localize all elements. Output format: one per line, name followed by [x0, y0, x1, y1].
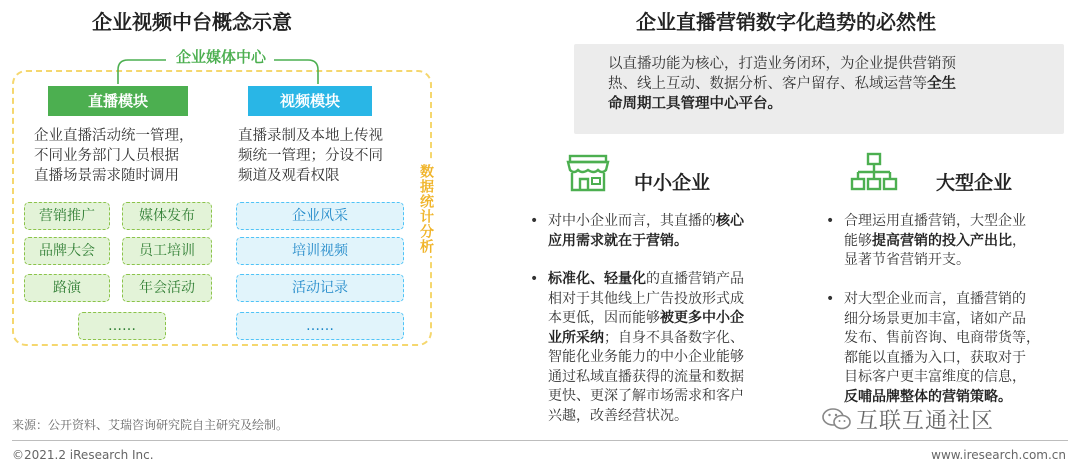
video-module-description: 直播录制及本地上传视 频统一管理；分设不同 频道及观看权限	[238, 128, 383, 184]
video-module-header: 视频模块	[248, 86, 372, 116]
live-tag: 品牌大会	[24, 237, 110, 265]
org-chart-icon	[850, 152, 898, 192]
live-tag: 员工培训	[122, 237, 212, 265]
live-tag: ……	[78, 312, 166, 340]
data-analytics-label: 数据统计分析	[418, 164, 434, 254]
copyright: ©2021.2 iResearch Inc.	[12, 448, 154, 462]
video-tag: 活动记录	[236, 274, 404, 302]
live-tag: 媒体发布	[122, 202, 212, 230]
live-tag: 路演	[24, 274, 110, 302]
source-note: 来源：公开资料、艾瑞咨询研究院自主研究及绘制。	[12, 418, 289, 432]
footer-divider	[12, 440, 1068, 441]
live-module-header: 直播模块	[48, 86, 188, 116]
large-bullet: • 对大型企业而言，直播营销的 细分场景更加丰富，诸如产品 发布、售前咨询、电商带货等， 都能以直播为入口，获取对于 目标客户更丰富维度的信息， 反哺品牌整体的营销策略。	[826, 291, 1040, 405]
media-center-label: 企业媒体中心	[172, 46, 270, 67]
live-tag: 营销推广	[24, 202, 110, 230]
video-tag: ……	[236, 312, 404, 340]
live-tag: 年会活动	[122, 274, 212, 302]
live-module-description: 企业直播活动统一管理， 不同业务部门人员根据 直播场景需求随时调用	[34, 128, 194, 184]
watermark: 互联互通社区	[818, 404, 998, 434]
video-tag: 培训视频	[236, 237, 404, 265]
sme-bullet: • 标准化、轻量化的直播营销产品 相对于其他线上广告投放形式成 本更低，因而能够被更多中小企 业所采纳；自身不具备数字化、 智能化业务能力的中小企业能够 通过私域直播获得的流量和数据 更快、更深了解市场需求和客户 兴趣，改善经营状况。	[530, 271, 744, 424]
shop-icon	[566, 152, 610, 192]
intro-box: 以直播功能为核心，打造业务闭环，为企业提供营销预 热、线上互动、数据分析、客户留存、私域运营等全生 命周期工具管理中心平台。	[574, 44, 1064, 134]
left-title: 企业视频中台概念示意	[92, 10, 292, 34]
right-title: 企业直播营销数字化趋势的必然性	[636, 10, 936, 34]
video-tag: 企业风采	[236, 202, 404, 230]
large-bullet: • 合理运用直播营销，大型企业 能够提高营销的投入产出比， 显著节省营销开支。	[826, 213, 1026, 268]
wechat-icon	[822, 407, 852, 431]
sme-bullet: • 对中小企业而言，其直播的核心 应用需求就在于营销。	[530, 213, 744, 249]
large-enterprise-heading: 大型企业	[936, 172, 1013, 194]
sme-heading: 中小企业	[634, 172, 711, 194]
website: www.iresearch.com.cn	[931, 448, 1066, 462]
